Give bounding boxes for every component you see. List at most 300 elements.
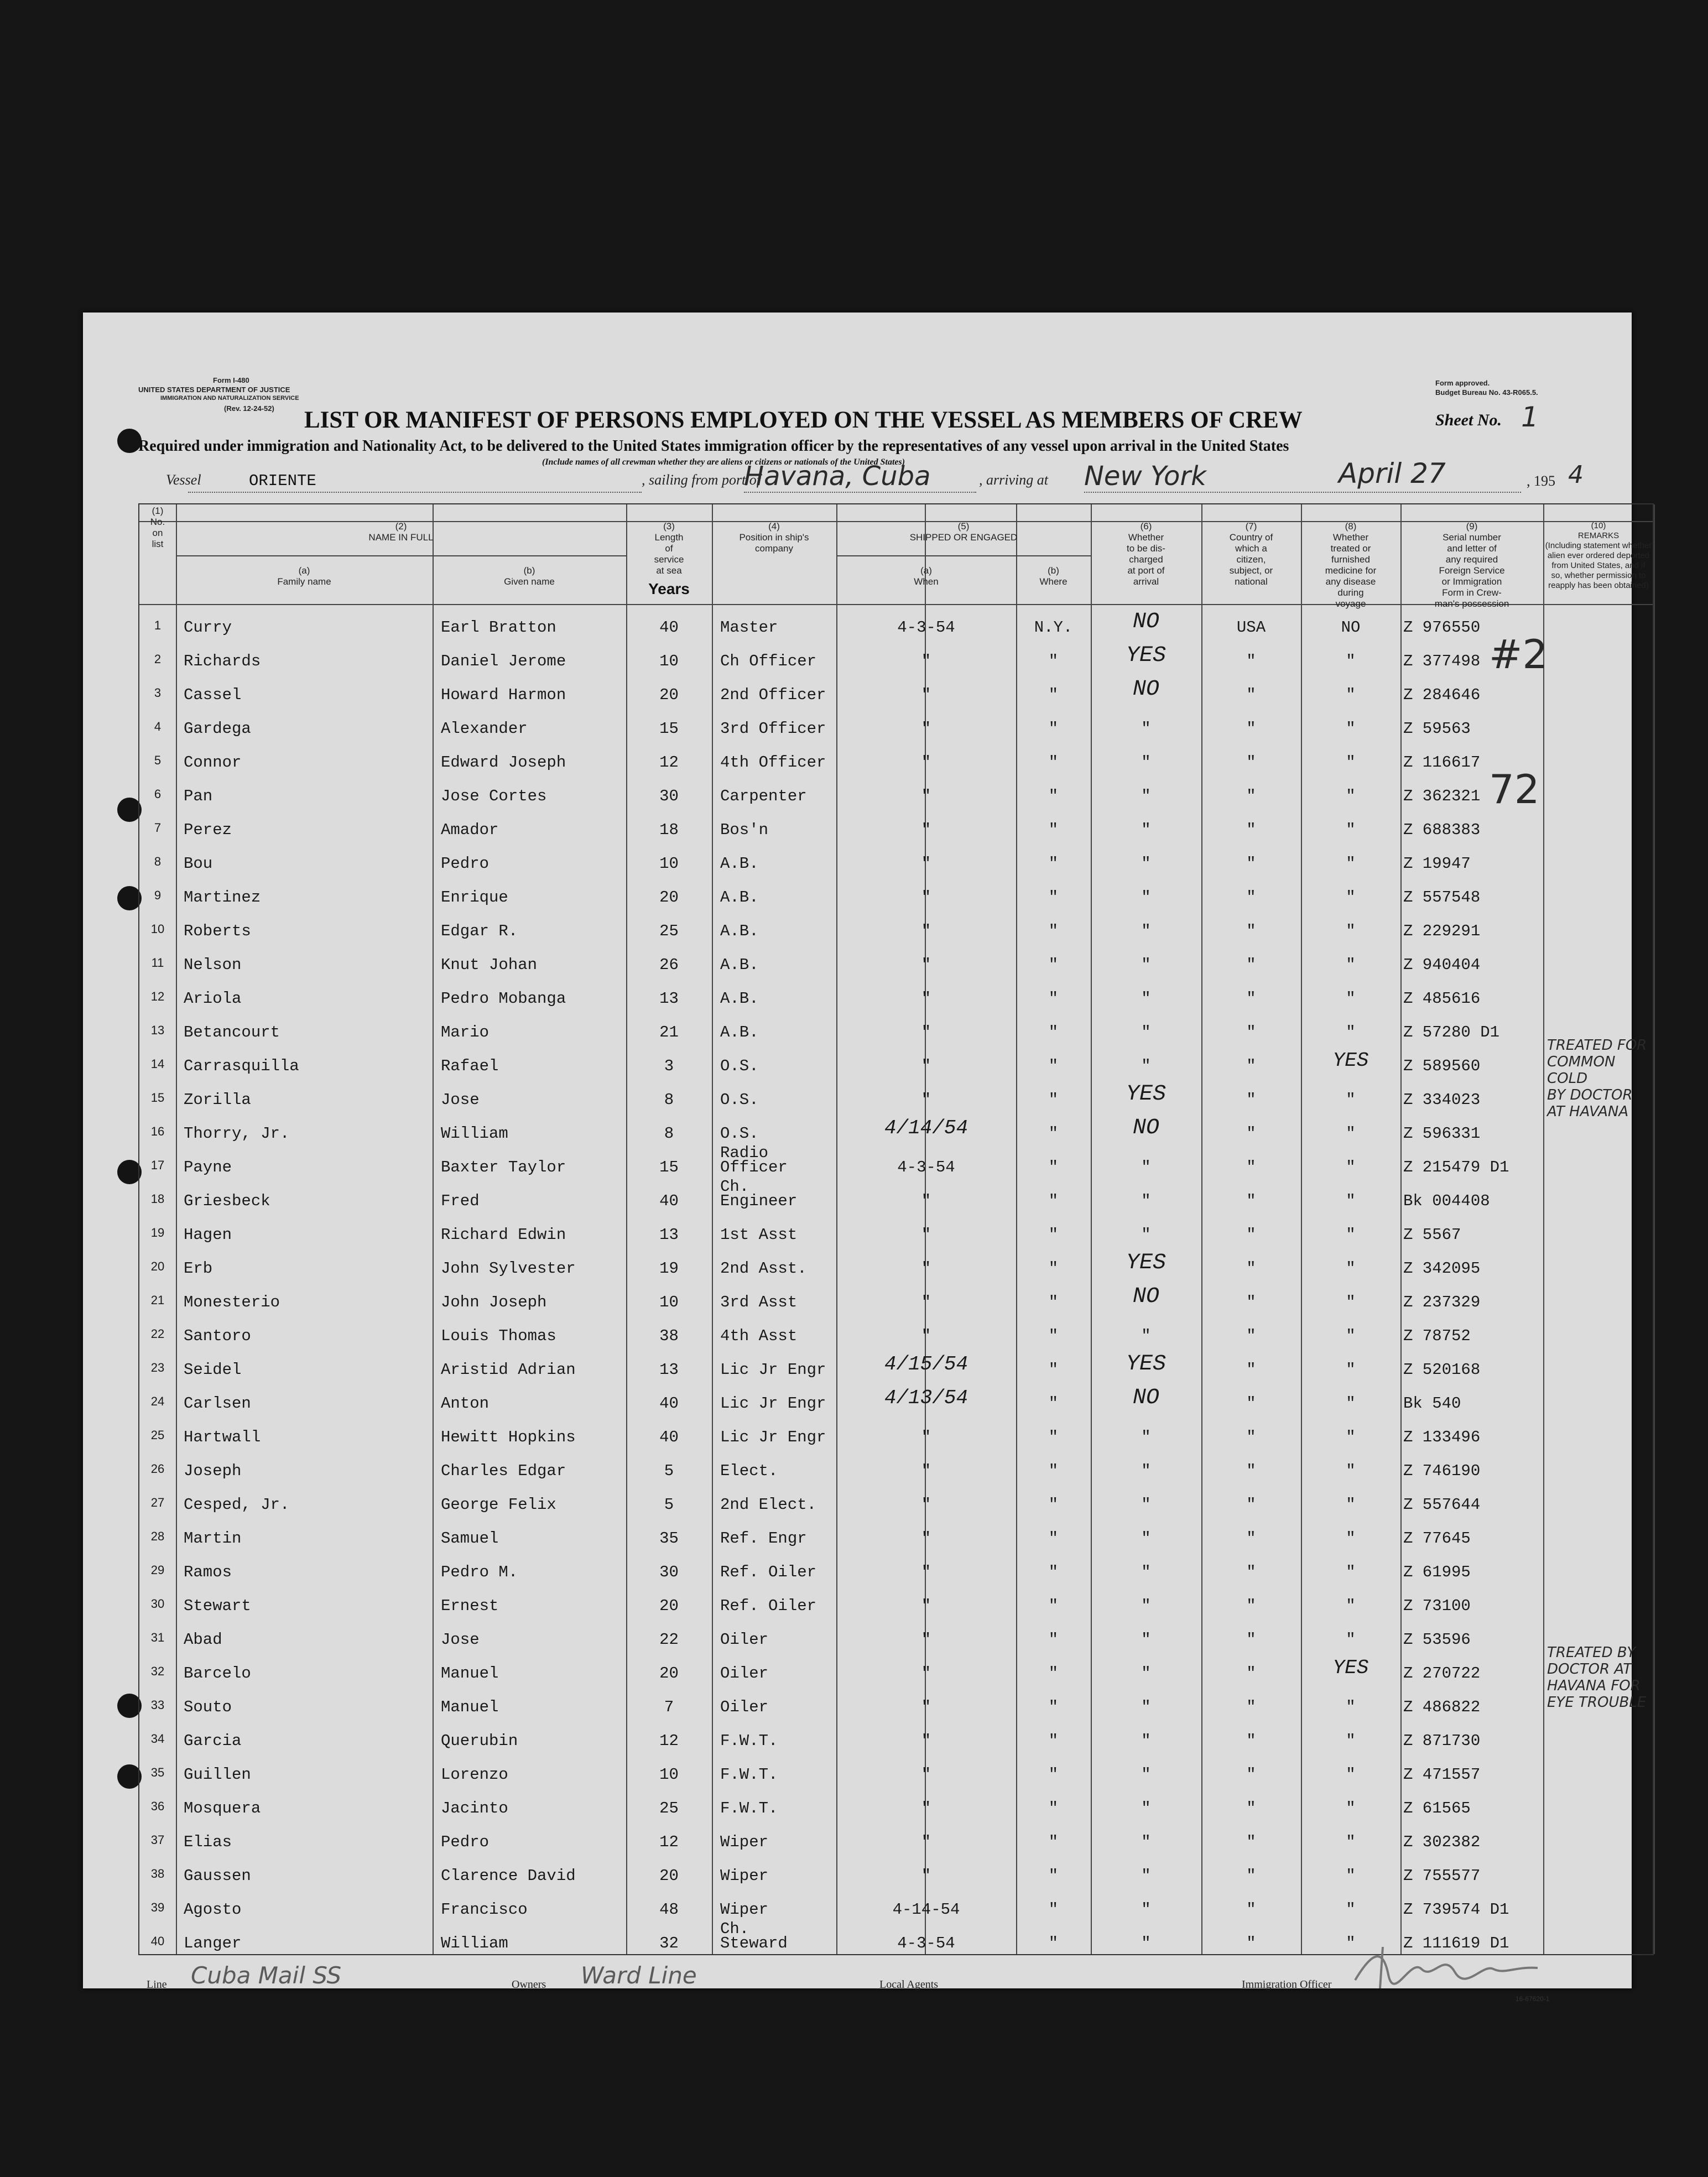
table-row	[139, 1819, 1653, 1852]
shipped-where: "	[1048, 1158, 1059, 1176]
position: Lic Jr Engr	[720, 1428, 826, 1446]
discharged: "	[1141, 1765, 1151, 1784]
treated: NO	[1341, 618, 1361, 637]
years-at-sea: 30	[659, 787, 679, 805]
years-at-sea: 5	[664, 1462, 674, 1480]
serial-number: Z 471557	[1403, 1765, 1481, 1784]
discharged: "	[1141, 1158, 1151, 1176]
position: Oiler	[720, 1631, 769, 1649]
discharged: "	[1141, 1428, 1151, 1446]
shipped-where: "	[1048, 1057, 1059, 1075]
discharged: "	[1141, 1023, 1151, 1041]
serial-number: Z 237329	[1403, 1293, 1481, 1311]
shipped-when: "	[921, 1327, 931, 1345]
position: 2nd Elect.	[720, 1496, 817, 1514]
country: "	[1246, 888, 1256, 907]
family-name: Seidel	[184, 1361, 242, 1379]
years-at-sea: 12	[659, 1732, 679, 1750]
given-name: Jose	[441, 1091, 480, 1109]
shipped-where: "	[1048, 753, 1059, 772]
family-name: Pan	[184, 787, 213, 805]
owners-label: Owners	[512, 1978, 546, 1991]
treated: "	[1346, 1023, 1356, 1041]
family-name: Martin	[184, 1529, 242, 1548]
position: A.B.	[720, 888, 759, 907]
shipped-where: "	[1048, 1799, 1059, 1817]
position: A.B.	[720, 956, 759, 974]
discharged: "	[1141, 1226, 1151, 1244]
table-row	[139, 604, 1653, 638]
family-name: Carrasquilla	[184, 1057, 299, 1075]
country: "	[1246, 1057, 1256, 1075]
shipped-when: "	[921, 888, 931, 907]
shipped-where: "	[1048, 1765, 1059, 1784]
table-row	[139, 1245, 1653, 1279]
col-header-where: (b) Where	[1039, 565, 1068, 587]
position: A.B.	[720, 855, 759, 873]
table-row	[139, 1852, 1653, 1886]
discharged: NO	[1132, 1284, 1159, 1309]
shipped-when: "	[921, 1192, 931, 1210]
row-number: 26	[150, 1462, 165, 1476]
position: F.W.T.	[720, 1799, 778, 1817]
family-name: Griesbeck	[184, 1192, 270, 1210]
country: "	[1246, 1765, 1256, 1784]
shipped-when: "	[921, 1563, 931, 1581]
col-header-family: (a) Family name	[277, 565, 331, 587]
years-at-sea: 38	[659, 1327, 679, 1345]
serial-number: Z 486822	[1403, 1698, 1481, 1716]
shipped-when: "	[921, 1023, 931, 1041]
sheet-number: 1	[1521, 401, 1539, 433]
given-name: Hewitt Hopkins	[441, 1428, 576, 1446]
shipped-when: "	[921, 1226, 931, 1244]
years-at-sea: 48	[659, 1900, 679, 1919]
shipped-where: "	[1048, 1631, 1059, 1649]
given-name: Pedro M.	[441, 1563, 518, 1581]
years-at-sea: 20	[659, 1867, 679, 1885]
years-at-sea: 10	[659, 1765, 679, 1784]
row-number: 15	[150, 1091, 165, 1105]
family-name: Santoro	[184, 1327, 251, 1345]
arrival-date: April 27	[1339, 457, 1446, 489]
treated: "	[1346, 1765, 1356, 1784]
family-name: Gaussen	[184, 1867, 251, 1885]
treated: "	[1346, 686, 1356, 704]
table-row	[139, 671, 1653, 705]
row-number: 22	[150, 1327, 165, 1341]
col-header-discharged: (6) Whether to be dis- charged at port of arrival	[1127, 521, 1165, 587]
row-number: 5	[154, 753, 162, 767]
position: Wiper	[720, 1867, 769, 1885]
serial-number: Bk 004408	[1403, 1192, 1490, 1210]
row-number: 17	[150, 1158, 165, 1172]
discharged: "	[1141, 787, 1151, 805]
discharged: "	[1141, 1732, 1151, 1750]
serial-number: Z 53596	[1403, 1631, 1471, 1649]
position: Lic Jr Engr	[720, 1361, 826, 1379]
years-at-sea: 21	[659, 1023, 679, 1041]
row-number: 7	[154, 821, 162, 835]
position: 2nd Officer	[720, 686, 826, 704]
years-at-sea: 20	[659, 1597, 679, 1615]
discharged: "	[1141, 888, 1151, 907]
shipped-where: "	[1048, 1428, 1059, 1446]
table-row	[139, 1009, 1653, 1043]
shipped-when: "	[921, 855, 931, 873]
discharged: "	[1141, 1597, 1151, 1615]
years-at-sea: 10	[659, 652, 679, 670]
table-row	[139, 1616, 1653, 1650]
shipped-where: "	[1048, 1226, 1059, 1244]
years-at-sea: 8	[664, 1091, 674, 1109]
table-row	[139, 1582, 1653, 1616]
shipped-when: "	[921, 1428, 931, 1446]
country: "	[1246, 1799, 1256, 1817]
country: "	[1246, 922, 1256, 940]
col-header-treated: (8) Whether treated or furnished medicine for any disease during voyage	[1325, 521, 1377, 609]
shipped-where: "	[1048, 1327, 1059, 1345]
row-number: 38	[150, 1867, 165, 1881]
shipped-when: "	[921, 753, 931, 772]
family-name: Nelson	[184, 956, 242, 974]
port-to: New York	[1084, 461, 1206, 492]
treated: "	[1346, 1529, 1356, 1548]
officer-label: Immigration Officer	[1242, 1978, 1332, 1991]
row-number: 20	[150, 1259, 165, 1273]
table-row	[139, 1279, 1653, 1313]
position: Ch Officer	[720, 652, 817, 670]
table-row	[139, 1717, 1653, 1751]
shipped-where: "	[1048, 686, 1059, 704]
years-at-sea: 30	[659, 1563, 679, 1581]
discharged: "	[1141, 1327, 1151, 1345]
country: "	[1246, 1698, 1256, 1716]
years-at-sea: 15	[659, 720, 679, 738]
serial-number: Z 688383	[1403, 821, 1481, 839]
shipped-when: 4-3-54	[897, 1158, 955, 1176]
treated: YES	[1332, 1657, 1369, 1679]
discharged: "	[1141, 1563, 1151, 1581]
row-number: 25	[150, 1428, 165, 1442]
country: "	[1246, 1563, 1256, 1581]
given-name: Querubin	[441, 1732, 518, 1750]
country: "	[1246, 956, 1256, 974]
given-name: Amador	[441, 821, 499, 839]
shipped-where: "	[1048, 1394, 1059, 1413]
remarks: TREATED FOR COMMON COLD BY DOCTOR AT HAVANA	[1547, 1037, 1647, 1120]
country: "	[1246, 1900, 1256, 1919]
shipped-where: "	[1048, 1361, 1059, 1379]
treated: "	[1346, 1428, 1356, 1446]
treated: "	[1346, 922, 1356, 940]
treated: "	[1346, 1698, 1356, 1716]
family-name: Connor	[184, 753, 242, 772]
position: O.S.	[720, 1057, 759, 1075]
table-row	[139, 1886, 1653, 1920]
position: 4th Officer	[720, 753, 826, 772]
given-name: Louis Thomas	[441, 1327, 556, 1345]
years-at-sea: 35	[659, 1529, 679, 1548]
include-note: (Include names of all crewman whether they are aliens or citizens or nationals of the United States)	[542, 457, 905, 467]
serial-number: Z 302382	[1403, 1833, 1481, 1851]
shipped-when: "	[921, 1462, 931, 1480]
family-name: Erb	[184, 1259, 213, 1278]
treated: "	[1346, 1597, 1356, 1615]
immigration-action: 72	[1489, 766, 1540, 813]
table-row	[139, 941, 1653, 975]
family-name: Cesped, Jr.	[184, 1496, 290, 1514]
years-at-sea: 12	[659, 1833, 679, 1851]
family-name: Elias	[184, 1833, 232, 1851]
shipped-when: "	[921, 821, 931, 839]
treated: "	[1346, 821, 1356, 839]
country: "	[1246, 1124, 1256, 1143]
position: Wiper	[720, 1900, 769, 1919]
given-name: Jose Cortes	[441, 787, 547, 805]
given-name: Edgar R.	[441, 922, 518, 940]
given-name: Earl Bratton	[441, 618, 556, 637]
treated: "	[1346, 1394, 1356, 1413]
position: 1st Asst	[720, 1226, 798, 1244]
years-at-sea: 40	[659, 1192, 679, 1210]
treated: "	[1346, 1934, 1356, 1952]
years-at-sea: 19	[659, 1259, 679, 1278]
shipped-where: "	[1048, 1867, 1059, 1885]
family-name: Gardega	[184, 720, 251, 738]
row-number: 14	[150, 1057, 165, 1071]
print-code: 16-67620-1	[1516, 1995, 1550, 2003]
table-row	[139, 766, 1653, 813]
given-name: Howard Harmon	[441, 686, 566, 704]
position: Elect.	[720, 1462, 778, 1480]
row-number: 19	[150, 1226, 165, 1239]
table-row	[139, 739, 1653, 773]
serial-number: Z 342095	[1403, 1259, 1481, 1278]
table-row	[139, 1380, 1653, 1414]
table-row	[139, 1549, 1653, 1582]
serial-number: Z 73100	[1403, 1597, 1471, 1615]
country: "	[1246, 1259, 1256, 1278]
table-row	[139, 1751, 1653, 1785]
shipped-when: "	[921, 1732, 931, 1750]
row-number: 9	[154, 888, 162, 902]
discharged: "	[1141, 1867, 1151, 1885]
shipped-when: 4/13/54	[884, 1387, 968, 1409]
family-name: Guillen	[184, 1765, 251, 1784]
treated: "	[1346, 1900, 1356, 1919]
department: UNITED STATES DEPARTMENT OF JUSTICE	[138, 386, 290, 394]
position: Ch. Engineer	[720, 1178, 798, 1210]
discharged: "	[1141, 1698, 1151, 1716]
position: 3rd Officer	[720, 720, 826, 738]
country: "	[1246, 1496, 1256, 1514]
family-name: Abad	[184, 1631, 222, 1649]
treated: YES	[1332, 1049, 1369, 1072]
family-name: Joseph	[184, 1462, 242, 1480]
shipped-when: "	[921, 922, 931, 940]
table-row	[139, 1481, 1653, 1515]
row-number: 16	[150, 1124, 165, 1138]
shipped-when: 4-14-54	[892, 1900, 960, 1919]
treated: "	[1346, 787, 1356, 805]
discharged: "	[1141, 720, 1151, 738]
given-name: Clarence David	[441, 1867, 576, 1885]
sheet-label: Sheet No.	[1435, 411, 1502, 429]
shipped-where: "	[1048, 787, 1059, 805]
years-at-sea: 20	[659, 888, 679, 907]
position: O.S.	[720, 1091, 759, 1109]
given-name: Jacinto	[441, 1799, 508, 1817]
position: Oiler	[720, 1664, 769, 1683]
arriving-label: , arriving at	[979, 472, 1048, 488]
shipped-when: "	[921, 1765, 931, 1784]
family-name: Betancourt	[184, 1023, 280, 1041]
given-name: Enrique	[441, 888, 508, 907]
col-header-name: (2) NAME IN FULL	[368, 521, 434, 543]
line-label: Line	[147, 1978, 167, 1991]
treated: "	[1346, 1259, 1356, 1278]
position: Ref. Oiler	[720, 1563, 817, 1581]
shipped-when: "	[921, 1833, 931, 1851]
serial-number: Z 755577	[1403, 1867, 1481, 1885]
family-name: Cassel	[184, 686, 242, 704]
shipped-when: "	[921, 1631, 931, 1649]
shipped-where: "	[1048, 1293, 1059, 1311]
serial-number: Z 116617	[1403, 753, 1481, 772]
table-row	[139, 1414, 1653, 1447]
shipped-where: "	[1048, 989, 1059, 1008]
col-header-given: (b) Given name	[504, 565, 555, 587]
table-row	[139, 874, 1653, 908]
page-title: LIST OR MANIFEST OF PERSONS EMPLOYED ON THE VESSEL AS MEMBERS OF CREW	[304, 407, 1303, 433]
subtitle: Required under immigration and Nationality Act, to be delivered to the United States immigration officer by the representatives of any vessel upon arrival in the United States	[138, 438, 1289, 455]
shipped-where: "	[1048, 1833, 1059, 1851]
shipped-when: "	[921, 1529, 931, 1548]
treated: "	[1346, 1867, 1356, 1885]
position: Oiler	[720, 1698, 769, 1716]
given-name: Edward Joseph	[441, 753, 566, 772]
given-name: Pedro	[441, 855, 490, 873]
country: "	[1246, 1192, 1256, 1210]
shipped-when: "	[921, 1496, 931, 1514]
serial-number: Z 215479 D1	[1403, 1158, 1509, 1176]
country: "	[1246, 821, 1256, 839]
country: "	[1246, 652, 1256, 670]
discharged: "	[1141, 855, 1151, 873]
serial-number: Bk 540	[1403, 1394, 1461, 1413]
discharged: "	[1141, 1833, 1151, 1851]
position: Ref. Oiler	[720, 1597, 817, 1615]
years-at-sea: 25	[659, 922, 679, 940]
years-at-sea: 22	[659, 1631, 679, 1649]
family-name: Roberts	[184, 922, 251, 940]
years-at-sea: 40	[659, 618, 679, 637]
country: "	[1246, 1867, 1256, 1885]
shipped-where: "	[1048, 1563, 1059, 1581]
row-number: 24	[150, 1394, 165, 1408]
treated: "	[1346, 720, 1356, 738]
sailing-label: , sailing from port of	[642, 472, 761, 488]
position: F.W.T.	[720, 1765, 778, 1784]
serial-number: Z 596331	[1403, 1124, 1481, 1143]
discharged: "	[1141, 922, 1151, 940]
given-name: Francisco	[441, 1900, 528, 1919]
family-name: Bou	[184, 855, 213, 873]
position: 2nd Asst.	[720, 1259, 807, 1278]
row-number: 37	[150, 1833, 165, 1847]
serial-number: Z 284646	[1403, 686, 1481, 704]
discharged: YES	[1126, 1352, 1166, 1377]
country: "	[1246, 686, 1256, 704]
country: "	[1246, 989, 1256, 1008]
given-name: Mario	[441, 1023, 490, 1041]
table-row	[139, 1447, 1653, 1481]
discharged: "	[1141, 821, 1151, 839]
row-number: 35	[150, 1765, 165, 1779]
country: "	[1246, 1833, 1256, 1851]
given-name: Richard Edwin	[441, 1226, 566, 1244]
serial-number: Z 362321	[1403, 787, 1481, 805]
years-at-sea: 20	[659, 1664, 679, 1683]
discharged: YES	[1126, 1082, 1166, 1107]
given-name: Anton	[441, 1394, 490, 1413]
family-name: Richards	[184, 652, 261, 670]
given-name: William	[441, 1124, 508, 1143]
serial-number: Z 377498	[1403, 652, 1481, 670]
col-header-when: (a) When	[914, 565, 939, 587]
table-row	[139, 1785, 1653, 1819]
table-row	[139, 705, 1653, 739]
row-number: 11	[151, 956, 164, 970]
years-at-sea: 13	[659, 989, 679, 1008]
year-prefix: , 195	[1527, 473, 1555, 489]
col-header-number: (1) No. on list	[150, 506, 165, 549]
family-name: Perez	[184, 821, 232, 839]
row-number: 2	[154, 652, 162, 666]
treated: "	[1346, 1327, 1356, 1345]
row-number: 21	[150, 1293, 165, 1307]
service: IMMIGRATION AND NATURALIZATION SERVICE	[160, 395, 299, 402]
shipped-when: "	[921, 1597, 931, 1615]
shipped-where: "	[1048, 1732, 1059, 1750]
years-at-sea: 13	[659, 1226, 679, 1244]
position: Ch. Steward	[720, 1920, 788, 1952]
position: Radio Officer	[720, 1144, 788, 1176]
shipped-where: "	[1048, 1934, 1059, 1952]
treated: "	[1346, 1462, 1356, 1480]
family-name: Agosto	[184, 1900, 242, 1919]
table-row	[139, 975, 1653, 1009]
serial-number: Z 940404	[1403, 956, 1481, 974]
family-name: Thorry, Jr.	[184, 1124, 290, 1143]
serial-number: Z 61565	[1403, 1799, 1471, 1817]
shipped-where: "	[1048, 821, 1059, 839]
given-name: Lorenzo	[441, 1765, 508, 1784]
position: 4th Asst	[720, 1327, 798, 1345]
discharged: "	[1141, 956, 1151, 974]
discharged: "	[1141, 1631, 1151, 1649]
shipped-when: 4/15/54	[884, 1353, 968, 1376]
treated: "	[1346, 1226, 1356, 1244]
treated: "	[1346, 652, 1356, 670]
serial-number: Z 229291	[1403, 922, 1481, 940]
form-number: Form I-480	[213, 376, 249, 384]
crew-table	[138, 503, 1654, 1955]
given-name: Baxter Taylor	[441, 1158, 566, 1176]
row-number: 18	[150, 1192, 165, 1206]
serial-number: Z 77645	[1403, 1529, 1471, 1548]
